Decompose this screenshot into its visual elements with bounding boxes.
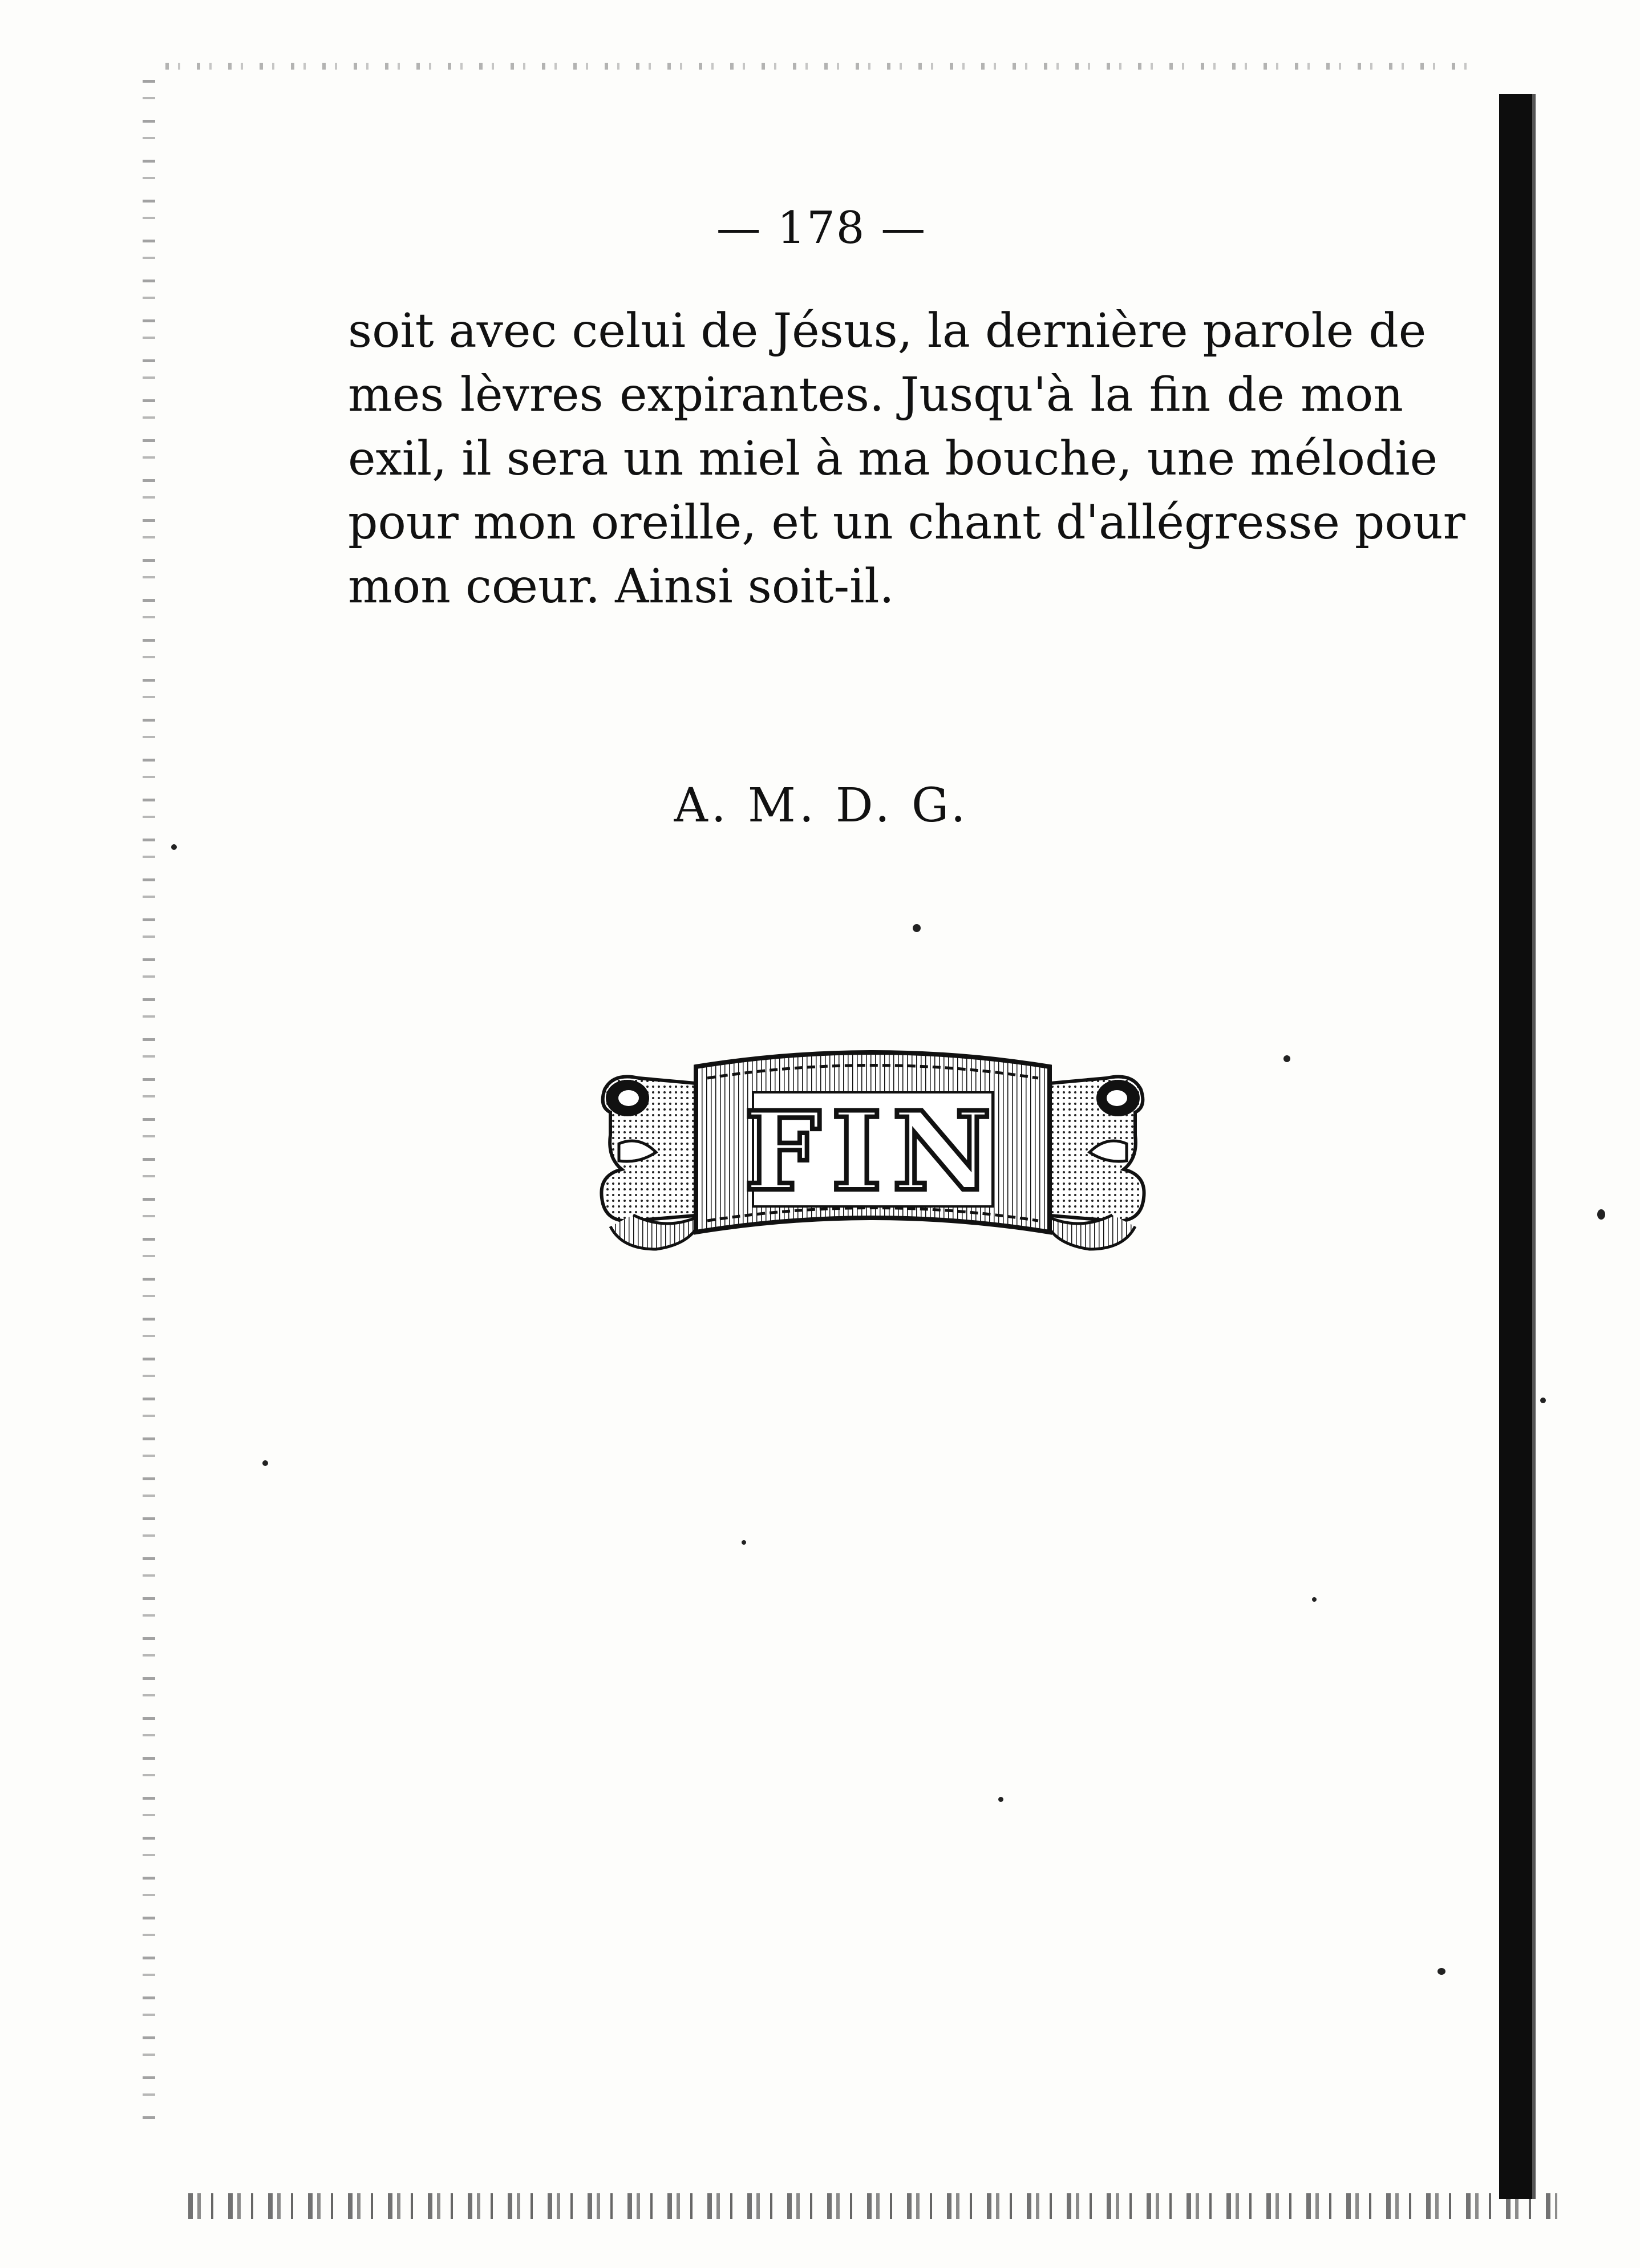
body-paragraph [348,299,1465,619]
scan-speck [1283,1055,1290,1062]
fin-banner-ornament [588,1044,1158,1289]
scan-speck [262,1460,268,1466]
amdg-signature: A. M. D. G. [674,779,969,833]
text-line: soit avec celui de Jésus, la dernière parole de [348,304,1427,358]
scan-speck [998,1797,1003,1802]
scan-speck [1540,1398,1546,1403]
text-line: exil, il sera un miel à ma bouche, une mélodie [348,432,1438,486]
page-number: — 178 — [716,202,927,254]
scan-speck [742,1540,746,1545]
scan-speck [1312,1597,1317,1602]
scan-speck [1437,1968,1445,1975]
scan-border-bottom [188,2193,1557,2219]
scan-border-top [165,63,1477,70]
text-line: mes lèvres expirantes. Jusqu'à la fin de mon [348,368,1403,422]
scan-border-left [143,80,155,2133]
text-line: pour mon oreille, et un chant d'allégresse pour [348,496,1465,550]
binding-spine [1499,94,1532,2199]
scan-speck [171,844,177,850]
text-line: mon cœur. Ainsi soit-il. [348,560,894,614]
scan-speck [913,924,921,932]
scan-speck [1597,1209,1605,1220]
fin-text: FIN [744,1088,1002,1215]
binding-spine-edge [1532,94,1536,2199]
